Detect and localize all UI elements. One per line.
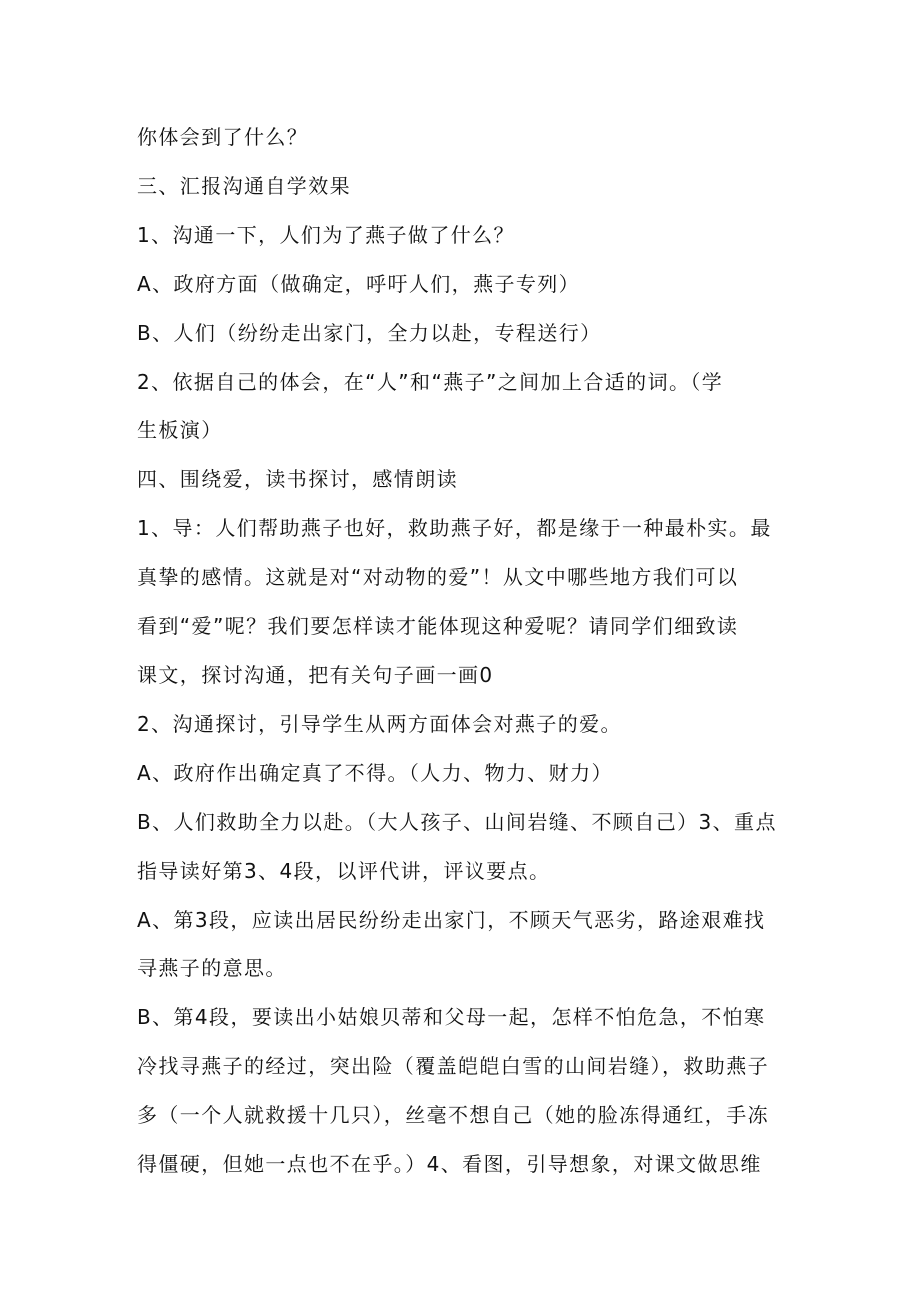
text-line: B、人们（纷纷走出家门，全力以赴，专程送行）: [137, 320, 602, 345]
text-line: A、政府方面（做确定，呼吁人们，燕子专列）: [137, 271, 581, 296]
text-line: 1、沟通一下，人们为了燕子做了什么？: [137, 222, 515, 247]
text-line: 多（一个人就救援十几只），丝毫不想自己（她的脸冻得通红，手冻: [137, 1103, 769, 1128]
text-line: 看到“爱”呢？我们要怎样读才能体现这种爱呢？请同学们细致读: [137, 614, 739, 639]
document-body: [137, 113, 787, 1189]
text-line: 2、沟通探讨，引导学生从两方面体会对燕子的爱。: [137, 711, 622, 736]
text-line: 冷找寻燕子的经过，突出险（覆盖皑皑白雪的山间岩缝），救助燕子: [137, 1054, 769, 1079]
text-line: 课文，探讨沟通，把有关句子画一画0: [137, 662, 494, 687]
section-heading: 四、围绕爱，读书探讨，感情朗读: [137, 467, 458, 492]
text-line: 指导读好第3、4段，以评代讲，评议要点。: [137, 858, 551, 883]
text-line: A、政府作出确定真了不得。（人力、物力、财力）: [137, 760, 613, 785]
text-line: 2、依据自己的体会，在“人”和“燕子”之间加上合适的词。（学: [137, 369, 724, 394]
text-line: 生板演）: [137, 418, 223, 443]
text-line: B、第4段，要读出小姑娘贝蒂和父母一起，怎样不怕危急，不怕寒: [137, 1005, 766, 1030]
text-line: 真挚的感情。这就是对“对动物的爱”！从文中哪些地方我们可以: [137, 565, 739, 590]
text-line: A、第3段，应读出居民纷纷走出家门，不顾天气恶劣，路途艰难找: [137, 907, 766, 932]
text-line: 1、导：人们帮助燕子也好，救助燕子好，都是缘于一种最朴实。最: [137, 516, 772, 541]
text-line: 你体会到了什么？: [137, 125, 309, 149]
text-line: 寻燕子的意思。: [137, 956, 287, 981]
section-heading: 三、汇报沟通自学效果: [137, 173, 351, 198]
text-line: B、人们救助全力以赴。（大人孩子、山间岩缝、不顾自己）3、重点: [137, 809, 777, 834]
text-line: 得僵硬，但她一点也不在乎。）4、看图，引导想象，对课文做思维: [137, 1152, 762, 1177]
